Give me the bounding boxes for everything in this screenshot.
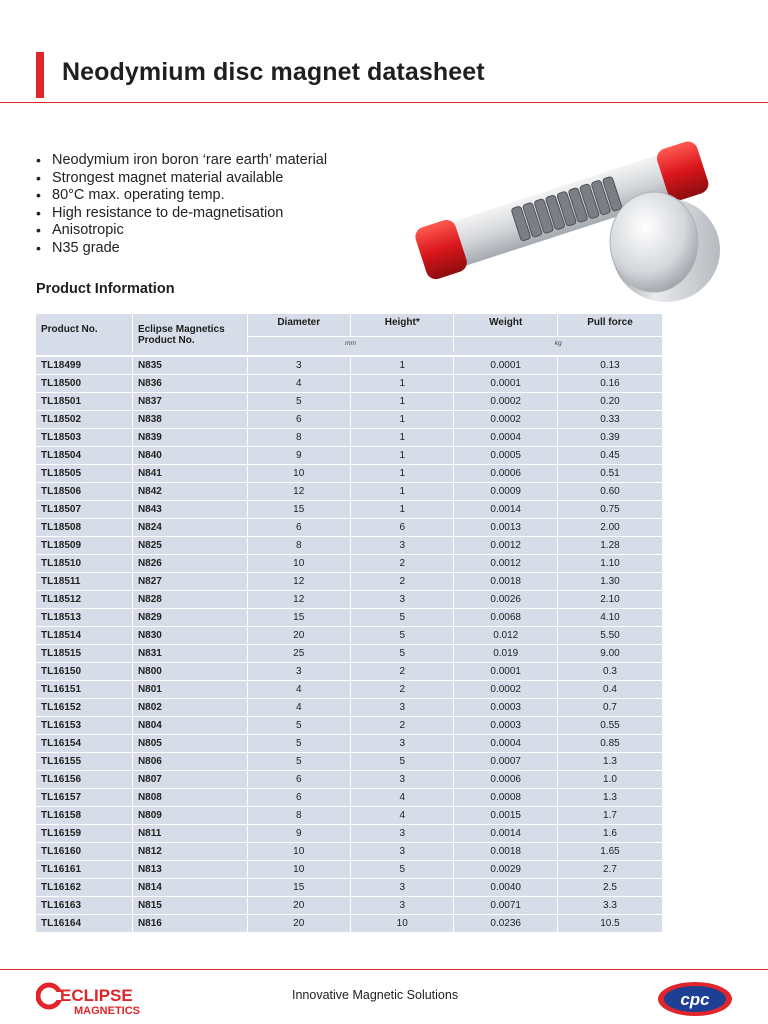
weight-cell: 0.0004	[454, 428, 557, 446]
weight-cell: 0.0014	[454, 824, 557, 842]
weight-cell: 0.0007	[454, 752, 557, 770]
table-row	[36, 536, 662, 554]
unit-label-kg: kg	[454, 336, 662, 352]
feature-text: Neodymium iron boron ‘rare earth’ material	[52, 152, 328, 168]
height-cell: 2	[350, 680, 453, 698]
pull-force-cell: 0.55	[557, 716, 662, 734]
diameter-cell: 3	[247, 356, 350, 374]
height-cell: 4	[350, 806, 453, 824]
pull-force-cell: 0.39	[557, 428, 662, 446]
feature-list	[36, 152, 327, 258]
height-cell: 5	[350, 608, 453, 626]
diameter-cell: 3	[247, 662, 350, 680]
pull-force-cell: 0.20	[557, 392, 662, 410]
pull-force-cell: 0.33	[557, 410, 662, 428]
diameter-cell: 10	[247, 464, 350, 482]
table-row	[36, 752, 662, 770]
column-header-diameter: Diameter	[247, 314, 350, 336]
product-no-cell: TL18503	[36, 428, 132, 446]
pull-force-cell: 2.10	[557, 590, 662, 608]
product-no-cell: TL18500	[36, 374, 132, 392]
height-cell: 3	[350, 824, 453, 842]
height-cell: 3	[350, 896, 453, 914]
eclipse-no-cell: N809	[132, 806, 247, 824]
pull-force-cell: 2.7	[557, 860, 662, 878]
table-row	[36, 482, 662, 500]
diameter-cell: 9	[247, 824, 350, 842]
title-accent-bar	[36, 52, 44, 98]
height-cell: 3	[350, 590, 453, 608]
product-table	[36, 314, 662, 933]
height-cell: 1	[350, 410, 453, 428]
pull-force-cell: 4.10	[557, 608, 662, 626]
diameter-cell: 6	[247, 410, 350, 428]
footer-tagline: Innovative Magnetic Solutions	[292, 988, 459, 1002]
diameter-cell: 10	[247, 842, 350, 860]
eclipse-no-cell: N825	[132, 536, 247, 554]
diameter-cell: 6	[247, 518, 350, 536]
page-title: Neodymium disc magnet datasheet	[62, 58, 485, 86]
pull-force-cell: 1.10	[557, 554, 662, 572]
table-row	[36, 626, 662, 644]
pull-force-cell: 0.75	[557, 500, 662, 518]
weight-cell: 0.0002	[454, 680, 557, 698]
diameter-cell: 20	[247, 914, 350, 932]
table-body	[36, 356, 662, 932]
table-row	[36, 500, 662, 518]
eclipse-logo-top-text: ECLIPSE	[60, 986, 133, 1005]
product-no-cell: TL16155	[36, 752, 132, 770]
table-row	[36, 788, 662, 806]
height-cell: 2	[350, 662, 453, 680]
eclipse-no-cell: N805	[132, 734, 247, 752]
pull-force-cell: 2.5	[557, 878, 662, 896]
eclipse-no-cell: N804	[132, 716, 247, 734]
pull-force-cell: 3.3	[557, 896, 662, 914]
weight-cell: 0.0013	[454, 518, 557, 536]
table-row	[36, 734, 662, 752]
pull-force-cell: 0.16	[557, 374, 662, 392]
diameter-cell: 15	[247, 608, 350, 626]
diameter-cell: 6	[247, 770, 350, 788]
table-row	[36, 374, 662, 392]
height-cell: 2	[350, 554, 453, 572]
pull-force-cell: 10.5	[557, 914, 662, 932]
table-row	[36, 428, 662, 446]
diameter-cell: 5	[247, 716, 350, 734]
table-row	[36, 824, 662, 842]
feature-text: High resistance to de-magnetisation	[52, 204, 284, 221]
table-row	[36, 878, 662, 896]
pull-force-cell: 1.3	[557, 788, 662, 806]
feature-text: Strongest magnet material available	[52, 169, 284, 186]
product-no-cell: TL18514	[36, 626, 132, 644]
pull-force-cell: 1.65	[557, 842, 662, 860]
table-row	[36, 590, 662, 608]
weight-cell: 0.0018	[454, 842, 557, 860]
diameter-cell: 8	[247, 536, 350, 554]
feature-text: Anisotropic	[52, 222, 124, 239]
product-no-cell: TL18506	[36, 482, 132, 500]
height-cell: 5	[350, 860, 453, 878]
table-row	[36, 680, 662, 698]
weight-cell: 0.0014	[454, 500, 557, 518]
weight-cell: 0.0006	[454, 464, 557, 482]
eclipse-no-cell: N815	[132, 896, 247, 914]
eclipse-no-cell: N837	[132, 392, 247, 410]
table-row	[36, 860, 662, 878]
weight-cell: 0.0001	[454, 356, 557, 374]
height-cell: 3	[350, 698, 453, 716]
height-cell: 3	[350, 842, 453, 860]
pull-force-cell: 1.30	[557, 572, 662, 590]
diameter-cell: 15	[247, 500, 350, 518]
column-header-height: Height*	[350, 314, 453, 336]
eclipse-no-cell: N840	[132, 446, 247, 464]
table-row	[36, 446, 662, 464]
weight-cell: 0.0012	[454, 536, 557, 554]
cpc-logo-text: cpc	[680, 990, 710, 1009]
pull-force-cell: 5.50	[557, 626, 662, 644]
feature-item: • N35 grade	[36, 239, 120, 256]
eclipse-no-cell: N836	[132, 374, 247, 392]
height-cell: 1	[350, 464, 453, 482]
eclipse-no-cell: N802	[132, 698, 247, 716]
pull-force-cell: 1.0	[557, 770, 662, 788]
weight-cell: 0.0003	[454, 716, 557, 734]
weight-cell: 0.0002	[454, 392, 557, 410]
product-no-cell: TL18510	[36, 554, 132, 572]
column-header-product-no: Product No.	[41, 324, 98, 335]
eclipse-no-cell: N824	[132, 518, 247, 536]
table-row	[36, 608, 662, 626]
table-row	[36, 410, 662, 428]
diameter-cell: 20	[247, 896, 350, 914]
product-no-cell: TL18515	[36, 644, 132, 662]
weight-cell: 0.0015	[454, 806, 557, 824]
pull-force-cell: 1.3	[557, 752, 662, 770]
table-row	[36, 356, 662, 374]
title-divider	[0, 102, 768, 103]
product-no-cell: TL18511	[36, 572, 132, 590]
eclipse-no-cell: N842	[132, 482, 247, 500]
eclipse-no-cell: N839	[132, 428, 247, 446]
diameter-cell: 5	[247, 734, 350, 752]
pull-force-cell: 0.45	[557, 446, 662, 464]
table-row	[36, 662, 662, 680]
eclipse-no-cell: N807	[132, 770, 247, 788]
diameter-cell: 4	[247, 374, 350, 392]
height-cell: 4	[350, 788, 453, 806]
weight-cell: 0.0018	[454, 572, 557, 590]
diameter-cell: 8	[247, 428, 350, 446]
product-no-cell: TL16164	[36, 914, 132, 932]
eclipse-no-cell: N829	[132, 608, 247, 626]
height-cell: 3	[350, 878, 453, 896]
eclipse-logo-bottom-text: MAGNETICS	[74, 1005, 140, 1016]
eclipse-no-cell: N835	[132, 356, 247, 374]
diameter-cell: 10	[247, 554, 350, 572]
table-row	[36, 770, 662, 788]
product-no-cell: TL16161	[36, 860, 132, 878]
product-no-cell: TL16150	[36, 662, 132, 680]
pull-force-cell: 9.00	[557, 644, 662, 662]
product-no-cell: TL18507	[36, 500, 132, 518]
height-cell: 2	[350, 572, 453, 590]
product-no-cell: TL18504	[36, 446, 132, 464]
height-cell: 1	[350, 500, 453, 518]
height-cell: 1	[350, 356, 453, 374]
table-row	[36, 518, 662, 536]
diameter-cell: 20	[247, 626, 350, 644]
pull-force-cell: 0.4	[557, 680, 662, 698]
pull-force-cell: 1.6	[557, 824, 662, 842]
eclipse-no-cell: N813	[132, 860, 247, 878]
table-row	[36, 896, 662, 914]
table-row	[36, 698, 662, 716]
eclipse-no-cell: N808	[132, 788, 247, 806]
weight-cell: 0.0005	[454, 446, 557, 464]
weight-cell: 0.0040	[454, 878, 557, 896]
feature-text: 80°C max. operating temp.	[52, 187, 225, 204]
table-row	[36, 842, 662, 860]
diameter-cell: 4	[247, 698, 350, 716]
product-no-cell: TL18509	[36, 536, 132, 554]
product-no-cell: TL16158	[36, 806, 132, 824]
eclipse-no-cell: N811	[132, 824, 247, 842]
height-cell: 6	[350, 518, 453, 536]
pull-force-cell: 1.7	[557, 806, 662, 824]
height-cell: 1	[350, 392, 453, 410]
table-row	[36, 464, 662, 482]
eclipse-no-cell: N828	[132, 590, 247, 608]
feature-item: • Neodymium iron boron ‘rare earth’ material	[36, 152, 328, 168]
weight-cell: 0.0002	[454, 410, 557, 428]
height-cell: 5	[350, 752, 453, 770]
weight-cell: 0.0001	[454, 662, 557, 680]
column-header-weight: Weight	[454, 314, 557, 336]
pull-force-cell: 1.28	[557, 536, 662, 554]
column-header-eclipse-no: Eclipse Magnetics Product No.	[132, 314, 247, 352]
footer-divider	[0, 969, 768, 970]
diameter-cell: 8	[247, 806, 350, 824]
eclipse-no-cell: N801	[132, 680, 247, 698]
weight-cell: 0.0029	[454, 860, 557, 878]
height-cell: 1	[350, 446, 453, 464]
table-row	[36, 716, 662, 734]
product-no-cell: TL16151	[36, 680, 132, 698]
weight-cell: 0.0012	[454, 554, 557, 572]
pull-force-cell: 0.85	[557, 734, 662, 752]
height-cell: 1	[350, 482, 453, 500]
height-cell: 5	[350, 626, 453, 644]
eclipse-no-cell: N841	[132, 464, 247, 482]
column-header-pull-force: Pull force	[557, 314, 662, 336]
product-no-cell: TL16153	[36, 716, 132, 734]
magnet-product-image	[396, 120, 736, 310]
product-no-cell: TL18512	[36, 590, 132, 608]
feature-item: • High resistance to de-magnetisation	[36, 204, 284, 221]
height-cell: 3	[350, 536, 453, 554]
product-no-cell: TL16160	[36, 842, 132, 860]
eclipse-no-cell: N843	[132, 500, 247, 518]
eclipse-no-cell: N814	[132, 878, 247, 896]
weight-cell: 0.0071	[454, 896, 557, 914]
table-row	[36, 806, 662, 824]
product-no-cell: TL18508	[36, 518, 132, 536]
pull-force-cell: 0.3	[557, 662, 662, 680]
diameter-cell: 12	[247, 482, 350, 500]
product-no-cell: TL16162	[36, 878, 132, 896]
feature-text: N35 grade	[52, 239, 120, 256]
eclipse-no-cell: N827	[132, 572, 247, 590]
product-no-cell: TL18505	[36, 464, 132, 482]
table-row	[36, 554, 662, 572]
height-cell: 5	[350, 644, 453, 662]
diameter-cell: 25	[247, 644, 350, 662]
feature-item: • 80°C max. operating temp.	[36, 187, 225, 204]
weight-cell: 0.0068	[454, 608, 557, 626]
diameter-cell: 4	[247, 680, 350, 698]
height-cell: 10	[350, 914, 453, 932]
height-cell: 1	[350, 428, 453, 446]
eclipse-no-cell: N812	[132, 842, 247, 860]
product-no-cell: TL16156	[36, 770, 132, 788]
weight-cell: 0.0003	[454, 698, 557, 716]
weight-cell: 0.0001	[454, 374, 557, 392]
product-no-cell: TL18501	[36, 392, 132, 410]
product-no-cell: TL16157	[36, 788, 132, 806]
pull-force-cell: 0.60	[557, 482, 662, 500]
height-cell: 2	[350, 716, 453, 734]
weight-cell: 0.0008	[454, 788, 557, 806]
eclipse-no-cell: N800	[132, 662, 247, 680]
pull-force-cell: 0.13	[557, 356, 662, 374]
weight-cell: 0.0236	[454, 914, 557, 932]
product-no-cell: TL16159	[36, 824, 132, 842]
table-row	[36, 572, 662, 590]
diameter-cell: 10	[247, 860, 350, 878]
section-heading: Product Information	[36, 281, 175, 297]
weight-cell: 0.0006	[454, 770, 557, 788]
product-no-cell: TL18513	[36, 608, 132, 626]
eclipse-no-cell: N806	[132, 752, 247, 770]
feature-item: • Strongest magnet material available	[36, 169, 284, 186]
eclipse-no-cell: N826	[132, 554, 247, 572]
weight-cell: 0.0009	[454, 482, 557, 500]
product-no-cell: TL16154	[36, 734, 132, 752]
product-no-cell: TL18499	[36, 356, 132, 374]
pull-force-cell: 2.00	[557, 518, 662, 536]
table-row	[36, 914, 662, 932]
diameter-cell: 12	[247, 590, 350, 608]
diameter-cell: 15	[247, 878, 350, 896]
weight-cell: 0.012	[454, 626, 557, 644]
unit-label-mm: mm	[247, 336, 454, 352]
eclipse-no-cell: N838	[132, 410, 247, 428]
height-cell: 1	[350, 374, 453, 392]
height-cell: 3	[350, 734, 453, 752]
product-no-cell: TL16152	[36, 698, 132, 716]
table-row	[36, 392, 662, 410]
diameter-cell: 12	[247, 572, 350, 590]
table-row	[36, 644, 662, 662]
product-no-cell: TL16163	[36, 896, 132, 914]
eclipse-no-cell: N816	[132, 914, 247, 932]
diameter-cell: 5	[247, 392, 350, 410]
diameter-cell: 9	[247, 446, 350, 464]
product-no-cell: TL18502	[36, 410, 132, 428]
diameter-cell: 5	[247, 752, 350, 770]
pull-force-cell: 0.51	[557, 464, 662, 482]
eclipse-magnetics-logo	[36, 982, 160, 1016]
cpc-logo	[656, 980, 734, 1018]
weight-cell: 0.0004	[454, 734, 557, 752]
pull-force-cell: 0.7	[557, 698, 662, 716]
eclipse-no-cell: N831	[132, 644, 247, 662]
weight-cell: 0.0026	[454, 590, 557, 608]
eclipse-no-cell: N830	[132, 626, 247, 644]
diameter-cell: 6	[247, 788, 350, 806]
height-cell: 3	[350, 770, 453, 788]
feature-item: • Anisotropic	[36, 222, 124, 239]
weight-cell: 0.019	[454, 644, 557, 662]
